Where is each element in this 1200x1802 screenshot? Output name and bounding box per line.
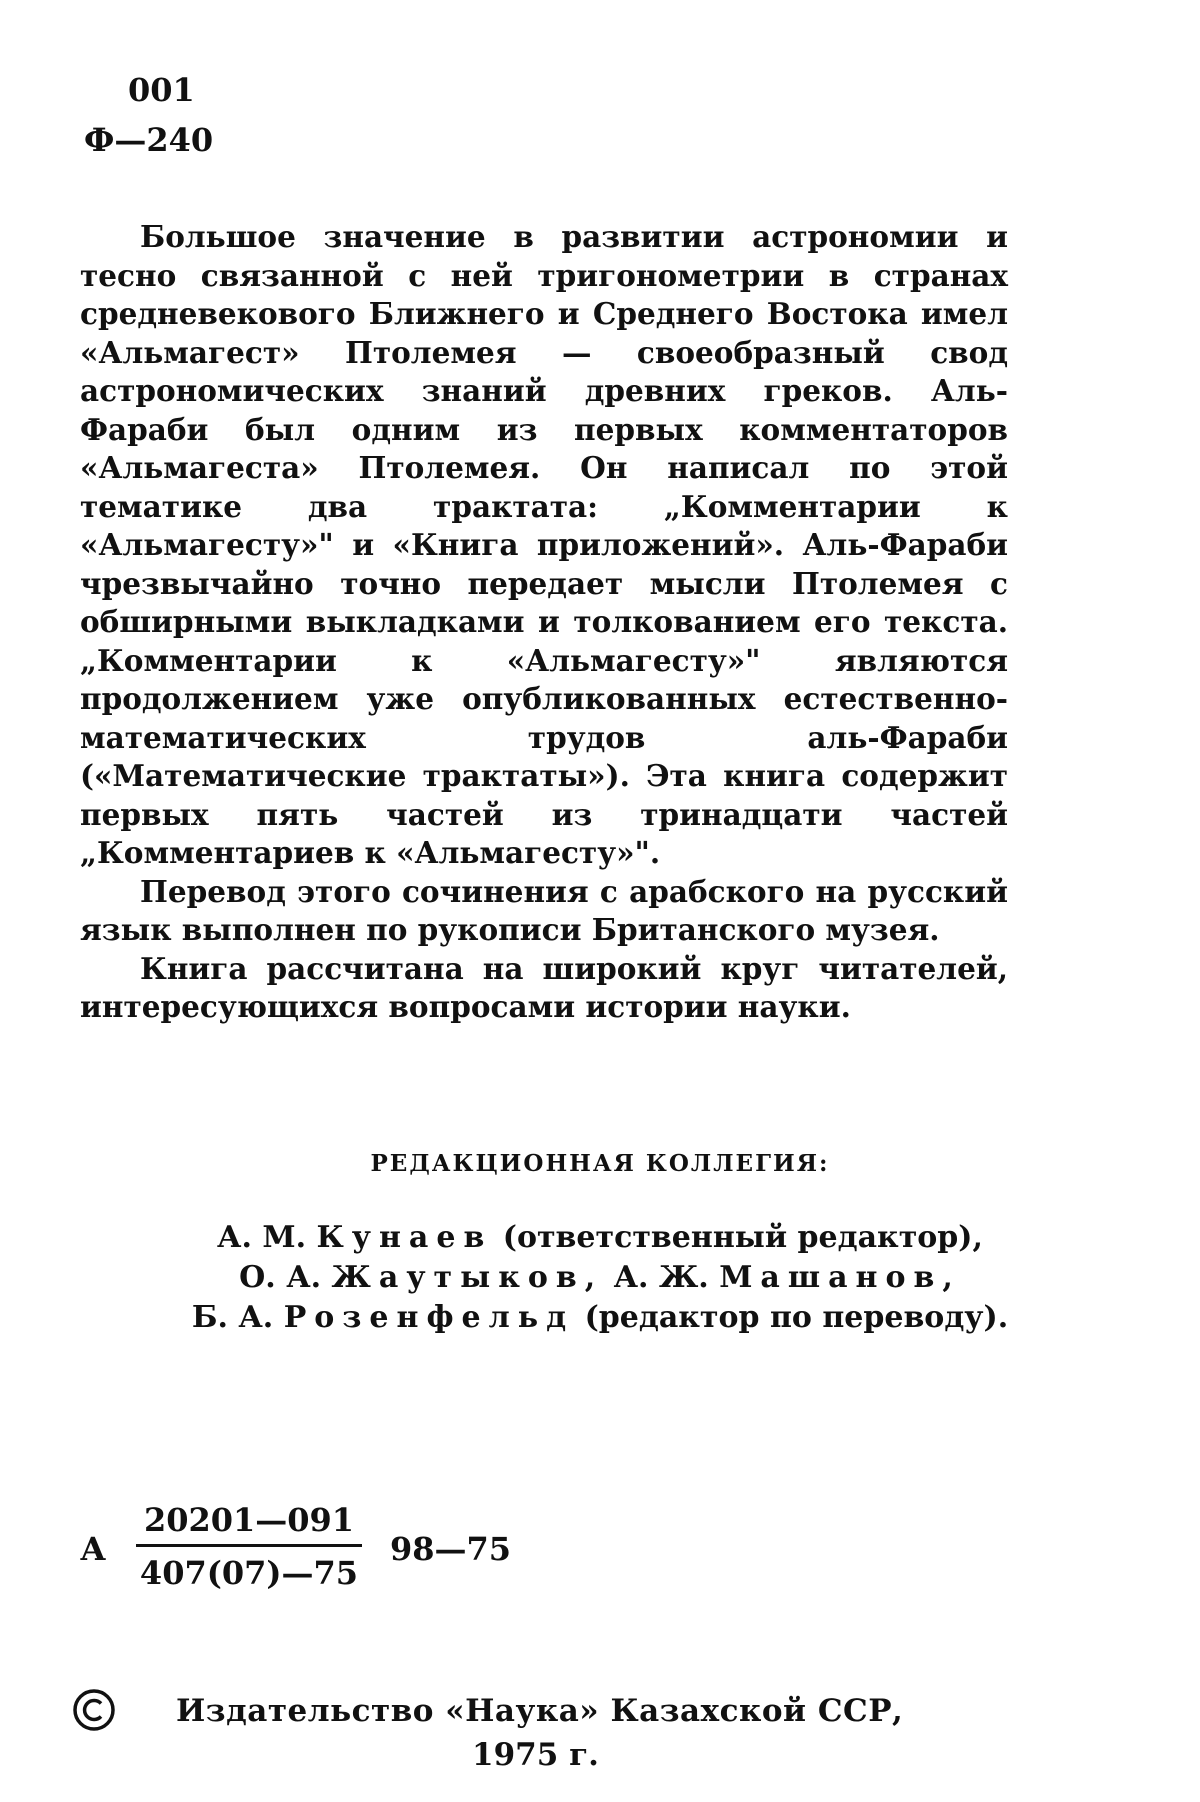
member-initials: О. А. <box>239 1260 322 1295</box>
annotation-paragraph-2: Перевод этого сочинения с арабского на русский язык выполнен по рукописи Британского музея. <box>80 873 1008 947</box>
index-denominator: 407(07)—75 <box>139 1554 359 1592</box>
annotation-paragraph-1: Большое значение в развитии астрономии и тесно связанной с ней тригонометрии в странах средневекового Ближнего и Среднего Востока имел «Альмагест» Птолемея — своеобразный свод астрономических знаний древних греков. Аль-Фараби был одним из первых комментаторов «Альмагеста» Птолемея. Он написал по этой тематике два трактата: „Комментарии к «Альмагесту»" и «Книга приложений». Аль-Фараби чрезвычайно точно передает мысли Птолемея с обширными выкладками и толкованием его текста. „Комментарии к «Альмагесту»" являются продолжением уже опубликованных естественно-математических трудов аль-Фараби («Математические трактаты»). Эта книга содержит первых пять частей из тринадцати частей „Комментариев к «Альмагесту»". <box>80 219 1008 870</box>
index-numerator: 20201—091 <box>143 1501 355 1539</box>
board-member-line-1 <box>0 1218 1200 1258</box>
member-initials: Б. А. <box>191 1300 274 1335</box>
bbk-code: Ф—240 <box>84 121 214 159</box>
member-initials: А. Ж. <box>613 1260 709 1295</box>
publication-year: 1975 г. <box>472 1737 599 1773</box>
editorial-board-heading: РЕДАКЦИОННАЯ КОЛЛЕГИЯ: <box>370 1150 830 1177</box>
member-surname: Кунаев <box>316 1220 493 1255</box>
fraction-bar <box>136 1544 362 1547</box>
udc-code: 001 <box>128 71 195 109</box>
member-role: (ответственный редактор), <box>502 1220 983 1255</box>
index-fraction <box>136 1500 362 1593</box>
copyright-icon <box>72 1688 116 1732</box>
member-surname: Жаутыков, <box>331 1260 604 1295</box>
board-member-line-3 <box>0 1298 1200 1338</box>
index-letter: А <box>80 1530 107 1568</box>
annotation-paragraph-3: Книга рассчитана на широкий круг читателей, интересующихся вопросами истории науки. <box>80 950 1008 1024</box>
member-surname: Розенфельд <box>283 1300 575 1335</box>
publisher-name: Издательство «Наука» Казахской ССР, <box>176 1693 904 1729</box>
member-initials: А. М. <box>217 1220 307 1255</box>
member-role: (редактор по переводу). <box>584 1300 1009 1335</box>
member-surname: Машанов, <box>719 1260 961 1295</box>
board-member-line-2 <box>0 1258 1200 1298</box>
index-code: 98—75 <box>390 1530 512 1568</box>
editorial-board-members <box>0 1218 1200 1338</box>
annotation <box>80 218 1008 1027</box>
